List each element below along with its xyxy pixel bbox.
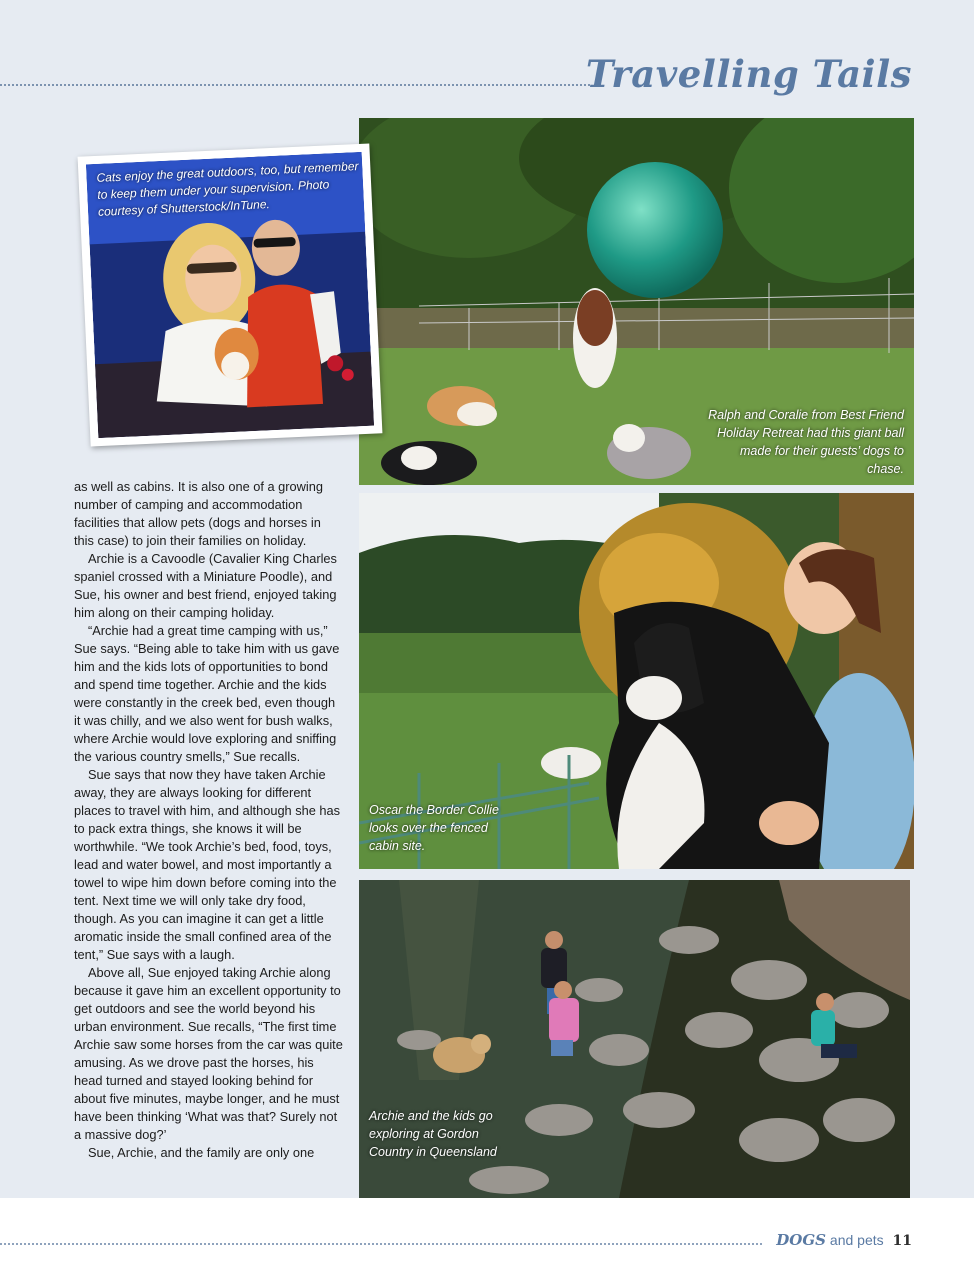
photo-creek-kids bbox=[359, 880, 910, 1198]
photo-dogs-ball bbox=[359, 118, 914, 485]
article-paragraph: Sue, Archie, and the family are only one bbox=[88, 1145, 315, 1160]
article-paragraph: as well as cabins. It is also one of a growing number of camping and accommodation facilities that allow pets (dogs and horses in this case) to join their families on holiday. bbox=[74, 479, 323, 548]
header-divider bbox=[0, 84, 590, 86]
page-footer bbox=[776, 1231, 912, 1249]
article-paragraph: Above all, Sue enjoyed taking Archie along because it gave him an excellent opportunity to get outdoors and see the world beyond his urban environment. Sue recalls, “The first time Archie saw some horses from the car was quite amusing. As we drove past the horses, his head turned and stayed looking behind for about five minutes, maybe longer, and he must have been thinking ‘What was that? Surely not a massive dog?’ bbox=[74, 965, 343, 1142]
photo-cat bbox=[86, 152, 374, 438]
footer-magazine-suffix: and pets bbox=[829, 1232, 884, 1248]
photo-dogs-ball-caption: Ralph and Coralie from Best Friend Holiday Retreat had this giant ball made for their guests’ dogs to chase. bbox=[708, 408, 904, 476]
photo-border-collie bbox=[359, 493, 914, 869]
page-number: 11 bbox=[892, 1233, 912, 1249]
photo-cat-frame bbox=[78, 144, 383, 447]
article-paragraph: Archie is a Cavoodle (Cavalier King Charles spaniel crossed with a Miniature Poodle), and Sue, his owner and best friend, enjoyed taking him along on their camping holiday. bbox=[74, 551, 337, 620]
footer-magazine-name: DOGS bbox=[776, 1231, 827, 1249]
photo-cat-caption: Cats enjoy the great outdoors, too, but remember to keep them under your supervision. Photo courtesy of Shutterstock/InTune. bbox=[96, 159, 359, 219]
photo-creek-kids-caption: Archie and the kids go exploring at Gordon Country in Queensland bbox=[369, 1109, 497, 1159]
article-paragraph: “Archie had a great time camping with us,” Sue says. “Being able to take him with us gave him and the kids lots of opportunities to bond and spend time together. Archie and the kids were constantly in the creek bed, even though it was chilly, and we also went for bush walks, where Archie would love exploring and sniffing the various country smells,” Sue recalls. bbox=[74, 623, 340, 764]
article-paragraph: Sue says that now they have taken Archie away, they are always looking for different places to travel with him, and although she has to pack extra things, she knows it will be worthwhile. “We took Archie’s bed, food, toys, lead and water bowel, and most importantly a towel to wipe him down before coming into the tent. Next time we will only take dry food, though. As you can imagine it can get a little aromatic inside the small confined area of the tent,” Sue says with a laugh. bbox=[74, 767, 341, 962]
article-body bbox=[74, 478, 344, 1162]
section-title: Travelling Tails bbox=[585, 52, 912, 96]
footer-divider bbox=[0, 1243, 762, 1245]
photo-border-collie-caption: Oscar the Border Collie looks over the fenced cabin site. bbox=[369, 803, 499, 853]
